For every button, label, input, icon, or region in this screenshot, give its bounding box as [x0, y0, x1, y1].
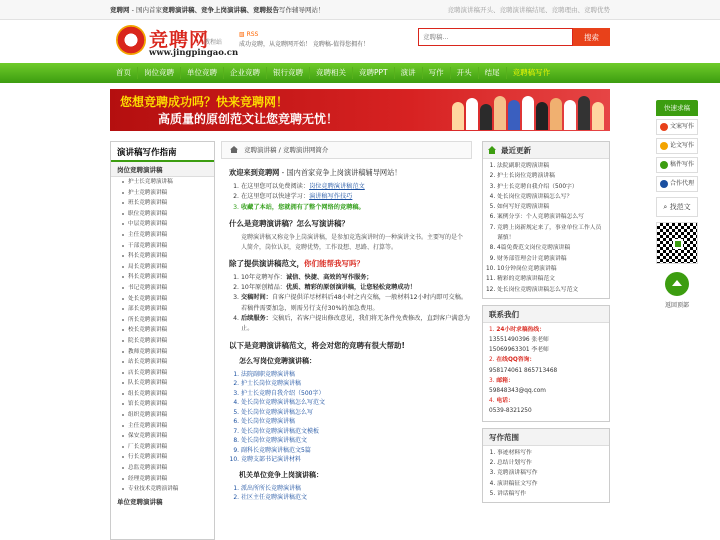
nav-item[interactable]: 企业竞聘 — [230, 68, 260, 77]
latest-list — [497, 161, 605, 295]
contact-label-row: 1. 24小时求稿热线： — [489, 326, 546, 333]
left-list-item[interactable]: 班长竞聘演讲稿 — [111, 198, 214, 209]
nav-item[interactable]: 写作 — [428, 68, 444, 77]
contact-value: 15069963301 李老师 — [489, 347, 549, 354]
scope-list — [497, 448, 605, 499]
logo-url: www.jingpingao.cn — [149, 48, 239, 58]
side-button[interactable]: 稿件写作 — [656, 157, 698, 173]
latest-box — [482, 141, 610, 299]
unit-link[interactable]: 1. 派出所所长竞聘演讲稿 — [241, 484, 472, 494]
nav-item[interactable]: 开头 — [456, 68, 472, 77]
logo-tag: 教程站 — [204, 39, 223, 46]
section-heading: 什么是竞聘演讲稿？怎么写演讲稿？ — [229, 218, 349, 228]
left-list-item[interactable]: 院长竞聘演讲稿 — [111, 336, 214, 347]
nav-item[interactable]: 银行竞聘 — [273, 68, 303, 77]
left-sidebar — [110, 141, 215, 540]
section-heading: 以下是竞聘演讲稿范文，将会对您的竞聘有很大帮助! — [229, 340, 405, 350]
latest-title: 最近更新 — [483, 142, 609, 159]
header — [0, 20, 720, 63]
post-link[interactable]: 8. 处长岗位竞聘演讲稿范文 — [241, 436, 472, 446]
search-button[interactable]: 搜索 — [573, 28, 610, 46]
sub-heading: 怎么写岗位竞聘演讲稿： — [239, 356, 316, 365]
sub-heading: 机关单位竞争上岗演讲稿： — [239, 470, 323, 479]
banner-people-image — [452, 94, 602, 130]
left-list-item[interactable]: 书记竞聘演讲稿 — [111, 283, 214, 294]
logo[interactable] — [116, 25, 239, 59]
left-list-item[interactable]: 行长竞聘演讲稿 — [111, 452, 214, 463]
latest-item[interactable]: 2. 护士长岗位竞聘演讲稿 — [497, 171, 605, 181]
slogan — [239, 30, 369, 50]
floating-sidebar — [656, 100, 698, 309]
contact-label-row: 3. 邮箱： — [489, 377, 514, 384]
contact-entry — [489, 355, 603, 375]
left-list-item[interactable]: 主任竞聘演讲稿 — [111, 421, 214, 432]
search-icon: ⌕ — [663, 203, 670, 211]
nav-item[interactable]: 岗位竞聘 — [144, 68, 174, 77]
latest-item[interactable]: 3. 护士长竞聘自我介绍（500字） — [497, 182, 605, 192]
description: 竞聘演讲稿又称竞争上岗演讲稿，是参加竞选演讲时的一种演讲文书。主要写的是个人简介，岗位认识，竞聘优势，工作设想、思路、打算等。 — [241, 233, 464, 251]
post-link[interactable]: 7. 处长岗位竞聘演讲稿范文模板 — [241, 427, 472, 437]
left-list-item[interactable]: 组长竞聘演讲稿 — [111, 389, 214, 400]
left-list-item[interactable]: 保安竞聘演讲稿 — [111, 431, 214, 442]
left-list-item[interactable]: 校长竞聘演讲稿 — [111, 325, 214, 336]
post-link[interactable]: 2. 护士长岗位竞聘演讲稿 — [241, 379, 472, 389]
left-list-item[interactable]: 处长竞聘演讲稿 — [111, 294, 214, 305]
side-button[interactable]: 文案写作 — [656, 119, 698, 135]
left-list-item[interactable]: 经理竞聘演讲稿 — [111, 474, 214, 485]
latest-item[interactable]: 11. 精彩的竞聘演讲稿范文 — [497, 274, 605, 284]
post-link[interactable]: 10. 竞聘支部书记演讲材料 — [241, 455, 472, 465]
latest-item[interactable]: 10. 10分钟岗位竞聘演讲稿 — [497, 264, 605, 274]
main-nav — [0, 63, 720, 83]
contact-value: 59848343@qq.com — [489, 388, 546, 395]
scope-item[interactable]: 5. 讲话稿写作 — [497, 489, 605, 499]
contact-value: 958174061 865713468 — [489, 367, 558, 374]
left-list-item[interactable]: 护士竞聘演讲稿 — [111, 188, 214, 199]
left-list-item[interactable]: 所长竞聘演讲稿 — [111, 315, 214, 326]
logo-name: 竞聘网 — [149, 29, 210, 51]
left-list-item[interactable]: 中层竞聘演讲稿 — [111, 219, 214, 230]
contact-label: 邮箱： — [496, 377, 514, 384]
tips-list — [241, 182, 472, 213]
left-title: 演讲稿写作指南 — [111, 142, 214, 162]
contact-title: 联系我们 — [483, 306, 609, 323]
latest-item[interactable]: 7. 竞聘上岗新规定来了，事业单位工作人员谨慎！ — [497, 223, 605, 244]
left-list-item[interactable]: 局长竞聘演讲稿 — [111, 262, 214, 273]
service-item: 4. 后续服务：交稿后，若客户提出修改意见，我们将无条件免费修改，直到客户满意为止。 — [241, 314, 472, 335]
side-header: 快速求稿 — [656, 100, 698, 116]
latest-item[interactable]: 8. 4篇免费范文岗位竞聘演讲稿 — [497, 243, 605, 253]
left-subtitle-2[interactable]: 单位竞聘演讲稿 — [117, 497, 163, 506]
nav-item[interactable]: 单位竞聘 — [187, 68, 217, 77]
left-list-item[interactable]: 专业技术竞聘演讲稿 — [111, 484, 214, 495]
left-list-item[interactable]: 站长竞聘演讲稿 — [111, 357, 214, 368]
contact-label-row: 4. 电话： — [489, 398, 514, 405]
nav-item[interactable]: 竞聘相关 — [316, 68, 346, 77]
logo-icon — [116, 25, 146, 55]
arrow-up-icon — [665, 272, 689, 296]
breadcrumb-link[interactable]: 竞聘演讲稿 — [244, 146, 277, 154]
post-link[interactable]: 3. 护士长竞聘自我介绍（500字） — [241, 389, 472, 399]
post-link[interactable]: 4. 处长岗位竞聘演讲稿怎么写范文 — [241, 398, 472, 408]
right-sidebar — [482, 141, 610, 540]
banner[interactable] — [110, 89, 610, 131]
welcome: 欢迎来到竞聘网 - 国内首家竞争上岗演讲稿辅导网站！ — [229, 168, 402, 177]
scope-item[interactable]: 3. 竞聘演讲稿写作 — [497, 468, 605, 478]
contact-label: 24小时求稿热线： — [496, 326, 546, 333]
contact-entry — [489, 325, 603, 356]
scope-box — [482, 428, 610, 503]
side-button[interactable]: 论文写作 — [656, 138, 698, 154]
scope-item[interactable]: 1. 事迹材料写作 — [497, 448, 605, 458]
left-list-item[interactable]: 馆长竞聘演讲稿 — [111, 399, 214, 410]
nav-item[interactable]: 结尾 — [484, 68, 500, 77]
top-intro: 竞聘网 - 国内首家竞聘演讲稿、竞争上岗演讲稿、竞聘报告写作辅导网站！ — [110, 6, 325, 14]
top-brand[interactable]: 竞聘网 — [110, 6, 130, 14]
left-list-item[interactable]: 总监竞聘演讲稿 — [111, 463, 214, 474]
top-links[interactable]: 竞聘演讲稿开头、竞聘演讲稿结尾、竞聘理由、竞聘优势 — [447, 6, 610, 14]
scope-title: 写作范围 — [483, 429, 609, 446]
left-list-item[interactable]: 教师竞聘演讲稿 — [111, 347, 214, 358]
contact-label-row: 2. 在线QQ咨询： — [489, 357, 536, 364]
pen-icon — [660, 161, 668, 169]
post-link[interactable]: 9. 副科长竞聘演讲稿范文5篇 — [241, 446, 472, 456]
left-list — [111, 177, 214, 495]
breadcrumb-current: 竞聘演讲网简介 — [282, 146, 329, 154]
post-link[interactable]: 6. 处长岗位竞聘演讲稿 — [241, 417, 472, 427]
left-list-item[interactable]: 厂长竞聘演讲稿 — [111, 442, 214, 453]
left-list-item[interactable]: 科长竞聘演讲稿 — [111, 251, 214, 262]
left-list-item[interactable]: 科长竞聘演讲稿 — [111, 272, 214, 283]
post-link[interactable]: 1. 法院副职竞聘演讲稿 — [241, 370, 472, 380]
latest-item[interactable]: 5. 如何写好竞聘演讲稿 — [497, 202, 605, 212]
left-subtitle[interactable]: 岗位竞聘演讲稿 — [111, 162, 214, 177]
contact-box — [482, 305, 610, 422]
left-list-item[interactable]: 主任竞聘演讲稿 — [111, 230, 214, 241]
banner-line1: 您想竞聘成功吗？快来竞聘网！ — [120, 95, 289, 109]
left-list-item[interactable]: 店长竞聘演讲稿 — [111, 368, 214, 379]
latest-item[interactable]: 6. 案例分享：个人竞聘演讲稿怎么写 — [497, 212, 605, 222]
contact-entry — [489, 376, 603, 396]
pen-icon — [660, 142, 668, 150]
service-item: 2. 10年原创精品：优质、精彩的原创演讲稿，让您轻松竞聘成功！ — [241, 283, 472, 293]
back-to-top-button[interactable]: 返回顶部 — [656, 272, 698, 309]
section-heading: 除了提供演讲稿范文，你们能帮我写吗？ — [229, 258, 364, 268]
find-template-button[interactable]: ⌕ 找范文 — [656, 197, 698, 217]
left-list-item[interactable]: 队长竞聘演讲稿 — [111, 378, 214, 389]
pen-icon — [660, 180, 668, 188]
main-content — [221, 141, 472, 540]
unit-links — [241, 484, 472, 503]
latest-item[interactable]: 1. 法院副职竞聘演讲稿 — [497, 161, 605, 171]
qr-code — [656, 222, 698, 264]
banner-line2: 高质量的原创范文让您竞聘无忧！ — [158, 112, 339, 126]
service-item: 1. 10年竞聘写作：诚信、快捷、高效的写作服务； — [241, 273, 472, 283]
latest-item[interactable]: 9. 财务部管理会计竞聘演讲稿 — [497, 254, 605, 264]
post-link[interactable]: 5. 处长岗位竞聘演讲稿怎么写 — [241, 408, 472, 418]
side-button[interactable]: 合作代理 — [656, 176, 698, 192]
search-bar — [418, 28, 610, 46]
contact-entry — [489, 396, 603, 416]
tip-item: 3. 收藏了本站，您就拥有了整个网络的竞聘稿。 — [241, 203, 472, 213]
home-icon — [488, 146, 496, 154]
contact-label: 在线QQ咨询： — [496, 357, 536, 364]
contact-list — [483, 323, 609, 421]
nav-item[interactable]: 竞聘稿写作 — [512, 68, 551, 77]
contact-value: 13551490396 张老师 — [489, 337, 549, 344]
nav-item[interactable]: 竞聘PPT — [359, 68, 388, 77]
slogan-text: 成功竞聘，从竞聘网开始！ 竞聘稿-值得您拥有！ — [239, 41, 370, 48]
scope-item[interactable]: 2. 总结计划写作 — [497, 458, 605, 468]
home-icon[interactable] — [230, 146, 238, 153]
tip-link[interactable]: 演讲稿写作技巧 — [309, 193, 353, 201]
left-list-item[interactable]: 干部竞聘演讲稿 — [111, 241, 214, 252]
pen-icon — [660, 123, 668, 131]
post-links — [241, 370, 472, 465]
latest-item[interactable]: 12. 处长岗位竞聘演讲稿怎么写范文 — [497, 285, 605, 295]
scope-item[interactable]: 4. 演讲稿征文写作 — [497, 479, 605, 489]
left-list-item[interactable]: 职位竞聘演讲稿 — [111, 209, 214, 220]
tip-item: 2. 在这里您可以快速学习：演讲稿写作技巧 — [241, 192, 472, 202]
unit-link[interactable]: 2. 社区主任竞聘演讲稿范文 — [241, 493, 472, 503]
left-list-item[interactable]: 组织竞聘演讲稿 — [111, 410, 214, 421]
tip-item: 1. 在这里您可以免费阅读：岗位竞聘演讲稿范文 — [241, 182, 472, 192]
nav-item[interactable]: 首页 — [116, 68, 131, 77]
contact-value: 0539-8321250 — [489, 408, 532, 415]
tip-link[interactable]: 岗位竞聘演讲稿范文 — [309, 183, 365, 190]
search-input[interactable] — [418, 28, 573, 46]
services-list — [241, 273, 472, 335]
latest-item[interactable]: 4. 处长岗位竞聘演讲稿怎么写？ — [497, 192, 605, 202]
service-item: 3. 交稿时间：自客户提供详尽材料后48小时之内交稿，一般材料12小时内即可交稿。若稿件需要加急，则需另行支付30%的加急费用。 — [241, 293, 472, 314]
breadcrumb: 竞聘演讲稿 / 竞聘演讲网简介 — [221, 141, 472, 159]
rss-icon[interactable]: ▧ RSS — [239, 31, 259, 38]
top-bar — [0, 0, 720, 20]
contact-label: 电话： — [496, 398, 514, 405]
left-list-item[interactable]: 部长竞聘演讲稿 — [111, 304, 214, 315]
left-list-item[interactable]: 护士长竞聘演讲稿 — [111, 177, 214, 188]
nav-item[interactable]: 演讲 — [400, 68, 416, 77]
